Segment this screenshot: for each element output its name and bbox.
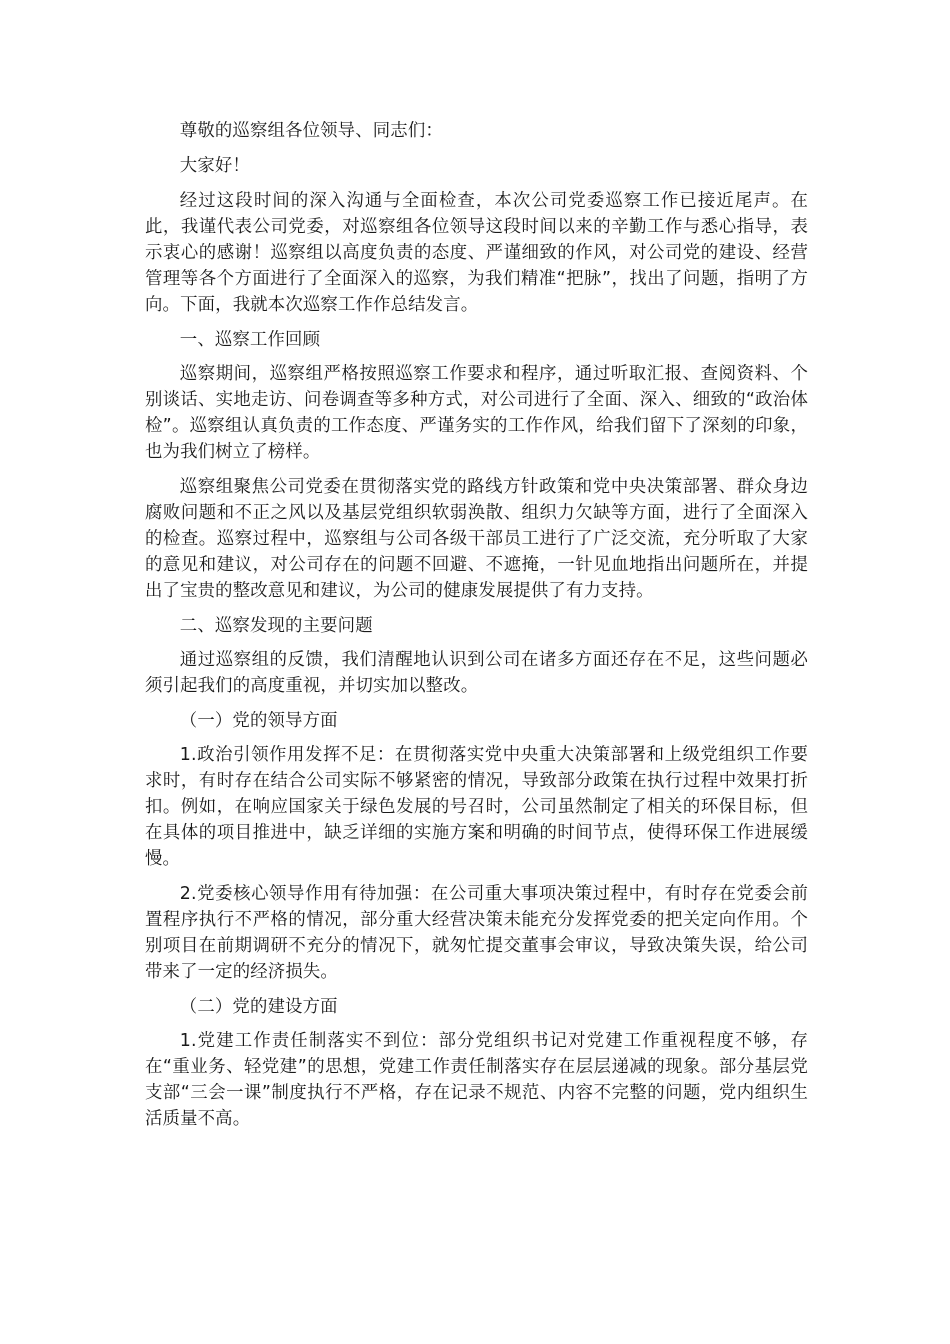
section-heading-problems: 二、巡察发现的主要问题 xyxy=(179,616,373,636)
problems-intro-paragraph: 通过巡察组的反馈，我们清醒地认识到公司在诸多方面还存在不足，这些问题必须引起我们的高度重视，并切实加以整改。 xyxy=(145,650,808,696)
party-building-item-1: 1.党建工作责任制落实不到位：部分党组织书记对党建工作重视程度不够，存在“重业务、轻党建”的思想，党建工作责任制落实存在层层递减的现象。部分基层党支部“三会一课”制度执行不严格，存在记录不规范、内容不完整的问题，党内组织生活质量不高。 xyxy=(145,1031,808,1129)
hello-line: 大家好！ xyxy=(179,156,250,176)
review-paragraph-1: 巡察期间，巡察组严格按照巡察工作要求和程序，通过听取汇报、查阅资料、个别谈话、实地走访、问卷调查等多种方式，对公司进行了全面、深入、细致的“政治体检”。巡察组认真负责的工作态度、严谨务实的工作作风，给我们留下了深刻的印象，也为我们树立了榜样。 xyxy=(145,364,808,462)
section-heading-review: 一、巡察工作回顾 xyxy=(179,330,321,350)
intro-paragraph: 经过这段时间的深入沟通与全面检查，本次公司党委巡察工作已接近尾声。在此，我谨代表公司党委，对巡察组各位领导这段时间以来的辛勤工作与悉心指导，表示衷心的感谢！巡察组以高度负责的态度、严谨细致的作风，对公司党的建设、经营管理等各个方面进行了全面深入的巡察，为我们精准“把脉”，找出了问题，指明了方向。下面，我就本次巡察工作作总结发言。 xyxy=(145,191,808,315)
greeting-line: 尊敬的巡察组各位领导、同志们： xyxy=(179,121,443,141)
leadership-item-1: 1.政治引领作用发挥不足：在贯彻落实党中央重大决策部署和上级党组织工作要求时，有时存在结合公司实际不够紧密的情况，导致部分政策在执行过程中效果打折扣。例如，在响应国家关于绿色发展的号召时，公司虽然制定了相关的环保目标，但在具体的项目推进中，缺乏详细的实施方案和明确的时间节点，使得环保工作进展缓慢。 xyxy=(145,745,808,869)
subsection-heading-party-building: （二）党的建设方面 xyxy=(179,997,338,1017)
document-page xyxy=(145,118,808,1141)
review-paragraph-2: 巡察组聚焦公司党委在贯彻落实党的路线方针政策和党中央决策部署、群众身边腐败问题和不正之风以及基层党组织软弱涣散、组织力欠缺等方面，进行了全面深入的检查。巡察过程中，巡察组与公司各级干部员工进行了广泛交流，充分听取了大家的意见和建议，对公司存在的问题不回避、不遮掩，一针见血地指出问题所在，并提出了宝贵的整改意见和建议，为公司的健康发展提供了有力支持。 xyxy=(145,477,808,601)
subsection-heading-leadership: （一）党的领导方面 xyxy=(179,711,338,731)
leadership-item-2: 2.党委核心领导作用有待加强：在公司重大事项决策过程中，有时存在党委会前置程序执行不严格的情况，部分重大经营决策未能充分发挥党委的把关定向作用。个别项目在前期调研不充分的情况下，就匆忙提交董事会审议，导致决策失误，给公司带来了一定的经济损失。 xyxy=(145,884,808,982)
